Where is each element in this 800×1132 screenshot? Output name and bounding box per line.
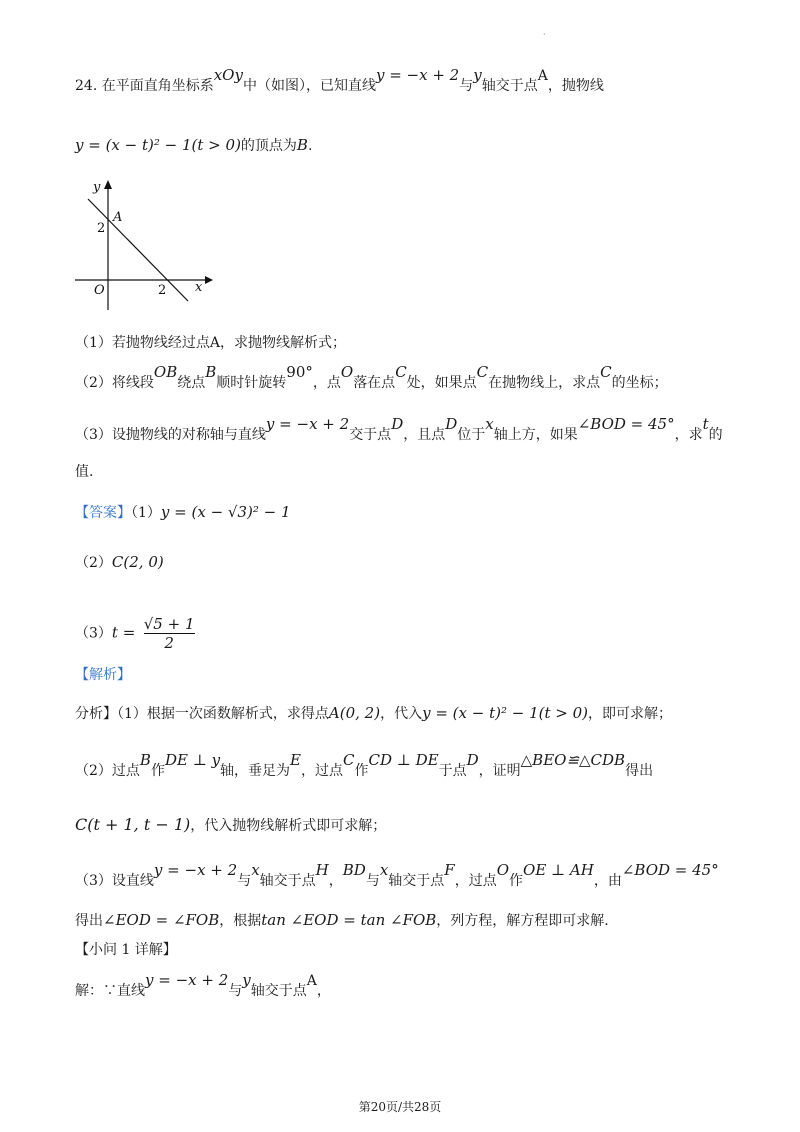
point-d: D (445, 415, 458, 433)
angle-bod: ∠BOD = 45° (621, 861, 719, 879)
solution-text: ， (316, 983, 331, 999)
answer-2 (75, 552, 164, 573)
point-c: C (343, 751, 355, 769)
stem-text: 轴交于点 (481, 78, 538, 94)
question-3-cont (75, 462, 93, 482)
point-a: A (306, 973, 317, 989)
var-y: y (242, 971, 251, 989)
label-tick-y2: 2 (97, 221, 106, 236)
coord-system: xOy (213, 66, 243, 84)
var-y: y (473, 66, 482, 84)
analysis-text: 与 (237, 873, 252, 889)
var-x: x (379, 861, 389, 879)
q2-text: （2）将线段 (75, 375, 154, 391)
analysis-text: （2）过点 (75, 763, 140, 779)
analysis-text: 作 (354, 763, 369, 779)
solution-text: 与 (228, 983, 243, 999)
analysis-text: ，证明 (478, 763, 521, 779)
problem-number: 24. (75, 78, 98, 94)
point-e: E (290, 751, 301, 769)
question-2 (75, 363, 668, 393)
stem-text: 在平面直角坐标系 (101, 78, 214, 94)
analysis-text: ，代入抛物线解析式即可求解； (190, 818, 387, 834)
analysis-step-3 (75, 861, 719, 891)
label-axis-x: x (195, 280, 203, 295)
analysis-text: 得出 (75, 913, 103, 929)
analysis-heading (75, 665, 131, 685)
segment-bd: BD (342, 861, 366, 879)
detail-heading (75, 940, 177, 960)
analysis-text: 于点 (438, 763, 467, 779)
q3-text: （3）设抛物线的对称轴与直线 (75, 427, 266, 443)
q2-text: 顺时针旋转 (216, 375, 287, 391)
answer-1 (75, 502, 291, 523)
q3-text: 位于 (457, 427, 486, 443)
parabola-equation: y = (x − t)² − 1(t > 0) (422, 704, 588, 722)
point-h: H (315, 861, 329, 879)
answer-3-lhs: t = (111, 623, 136, 642)
q3-text: 的 (708, 427, 723, 443)
point-a: A (537, 68, 548, 84)
question-1-text: （1）若抛物线经过点A，求抛物线解析式； (75, 335, 347, 351)
point-c: C (395, 363, 407, 381)
fraction-numerator: √5 + 1 (143, 615, 195, 633)
answer-2-formula: C(2, 0) (111, 553, 164, 571)
analysis-text: （3）设直线 (75, 873, 154, 889)
stem-text: 与 (459, 78, 474, 94)
var-x: x (251, 861, 260, 879)
line-equation: y = −x + 2 (145, 971, 229, 989)
label-origin: O (94, 283, 105, 298)
stem-text: . (307, 138, 313, 154)
stem-text: 中（如图），已知直线 (242, 78, 376, 94)
q2-text: ，点 (312, 375, 341, 391)
analysis-text: 轴交于点 (259, 873, 316, 889)
answer-number: （2） (75, 555, 112, 571)
label-tick-x2: 2 (158, 283, 167, 298)
point-c: C (476, 363, 489, 381)
point-c: C (600, 363, 612, 381)
q3-text: 交于点 (349, 427, 392, 443)
label-axis-y: y (93, 180, 101, 195)
scan-dot: · (543, 30, 546, 39)
q2-text: 的坐标； (611, 375, 668, 391)
line-equation: y = −x + 2 (153, 861, 238, 879)
analysis-text: 作 (150, 763, 165, 779)
analysis-tag: 【解析】 (75, 667, 131, 683)
analysis-text: ， (328, 873, 343, 889)
perpendicular-de: DE ⊥ y (164, 751, 221, 769)
problem-stem-line-1 (75, 66, 604, 96)
analysis-text: 轴交于点 (388, 873, 445, 889)
q2-text: 落在点 (353, 375, 396, 391)
q2-text: 绕点 (177, 375, 206, 391)
line-equation: y = −x + 2 (375, 66, 460, 84)
analysis-text: ，过点 (301, 763, 343, 779)
point-d: D (466, 751, 479, 769)
solution-text: 轴交于点 (250, 983, 307, 999)
detail-solution (75, 971, 331, 1001)
parabola-equation: y = (x − t)² − 1(t > 0) (75, 136, 241, 154)
detail-heading-text: 【小问 1 详解】 (75, 942, 177, 958)
angle-equality: ∠EOD = ∠FOB (103, 911, 220, 929)
point-o: O (496, 861, 510, 879)
analysis-step-4 (75, 910, 609, 931)
point-b: B (205, 363, 217, 381)
analysis-step-2-cont (75, 815, 386, 836)
x-axis-arrow (205, 276, 213, 284)
analysis-text: 分析】（1）根据一次函数解析式，求得点 (75, 706, 329, 722)
q2-text: 处，如果点 (406, 375, 477, 391)
answer-tag: 【答案】 (75, 505, 131, 521)
analysis-text: ，即可求解； (588, 706, 672, 722)
analysis-step-2 (75, 751, 654, 781)
line-equation: y = −x + 2 (265, 415, 350, 433)
solution-text: 解：∵直线 (75, 983, 145, 999)
var-t: t (702, 415, 709, 433)
stem-text: 的顶点为 (240, 138, 297, 154)
coordinate-figure (70, 175, 220, 315)
analysis-text: 与 (365, 873, 380, 889)
congruence: △BEO≌△CDB (520, 751, 626, 769)
analysis-text: ，过点 (454, 873, 497, 889)
analysis-text: ，由 (593, 873, 622, 889)
answer-number: （3） (75, 625, 112, 642)
answer-3 (75, 615, 195, 652)
point-f: F (444, 861, 455, 879)
q3-text: 值. (75, 464, 94, 480)
perpendicular-oe: OE ⊥ AH (523, 861, 594, 879)
q3-text: ，且点 (403, 427, 446, 443)
analysis-step-1 (75, 703, 672, 724)
angle-90: 90° (286, 363, 313, 381)
perpendicular-cd: CD ⊥ DE (368, 751, 439, 769)
analysis-text: ，根据 (219, 913, 262, 929)
point-d: D (391, 415, 404, 433)
analysis-text: 作 (509, 873, 524, 889)
analysis-text: ，代入 (380, 706, 423, 722)
answer-1-formula: y = (x − √3)² − 1 (160, 503, 291, 521)
var-x: x (485, 415, 494, 433)
analysis-text: ，列方程，解方程即可求解. (436, 913, 609, 929)
point-c-coords: C(t + 1, t − 1) (75, 815, 191, 834)
point-b: B (296, 136, 308, 154)
page-footer: 第20页/共28页 (358, 1100, 442, 1114)
fraction-denominator: 2 (164, 634, 174, 652)
tan-equation: tan ∠EOD = tan ∠FOB (261, 911, 437, 929)
point-b: B (139, 751, 151, 769)
analysis-text: 得出 (625, 763, 654, 779)
answer-3-fraction (144, 615, 195, 652)
segment-ob: OB (153, 363, 178, 381)
analysis-text: 轴，垂足为 (220, 763, 291, 779)
q3-text: ，求 (674, 427, 703, 443)
stem-text: ，抛物线 (547, 78, 604, 94)
question-3 (75, 415, 723, 445)
q3-text: 轴上方，如果 (493, 427, 578, 443)
y-axis-arrow (104, 180, 112, 189)
point-a-coords: A(0, 2) (328, 704, 381, 722)
label-point-a: A (113, 210, 123, 225)
q2-text: 在抛物线上，求点 (488, 375, 601, 391)
question-1 (75, 333, 346, 353)
answer-number: （1） (131, 505, 161, 521)
problem-stem-line-2 (75, 135, 312, 156)
angle-bod: ∠BOD = 45° (577, 415, 675, 433)
point-o: O (340, 363, 354, 381)
